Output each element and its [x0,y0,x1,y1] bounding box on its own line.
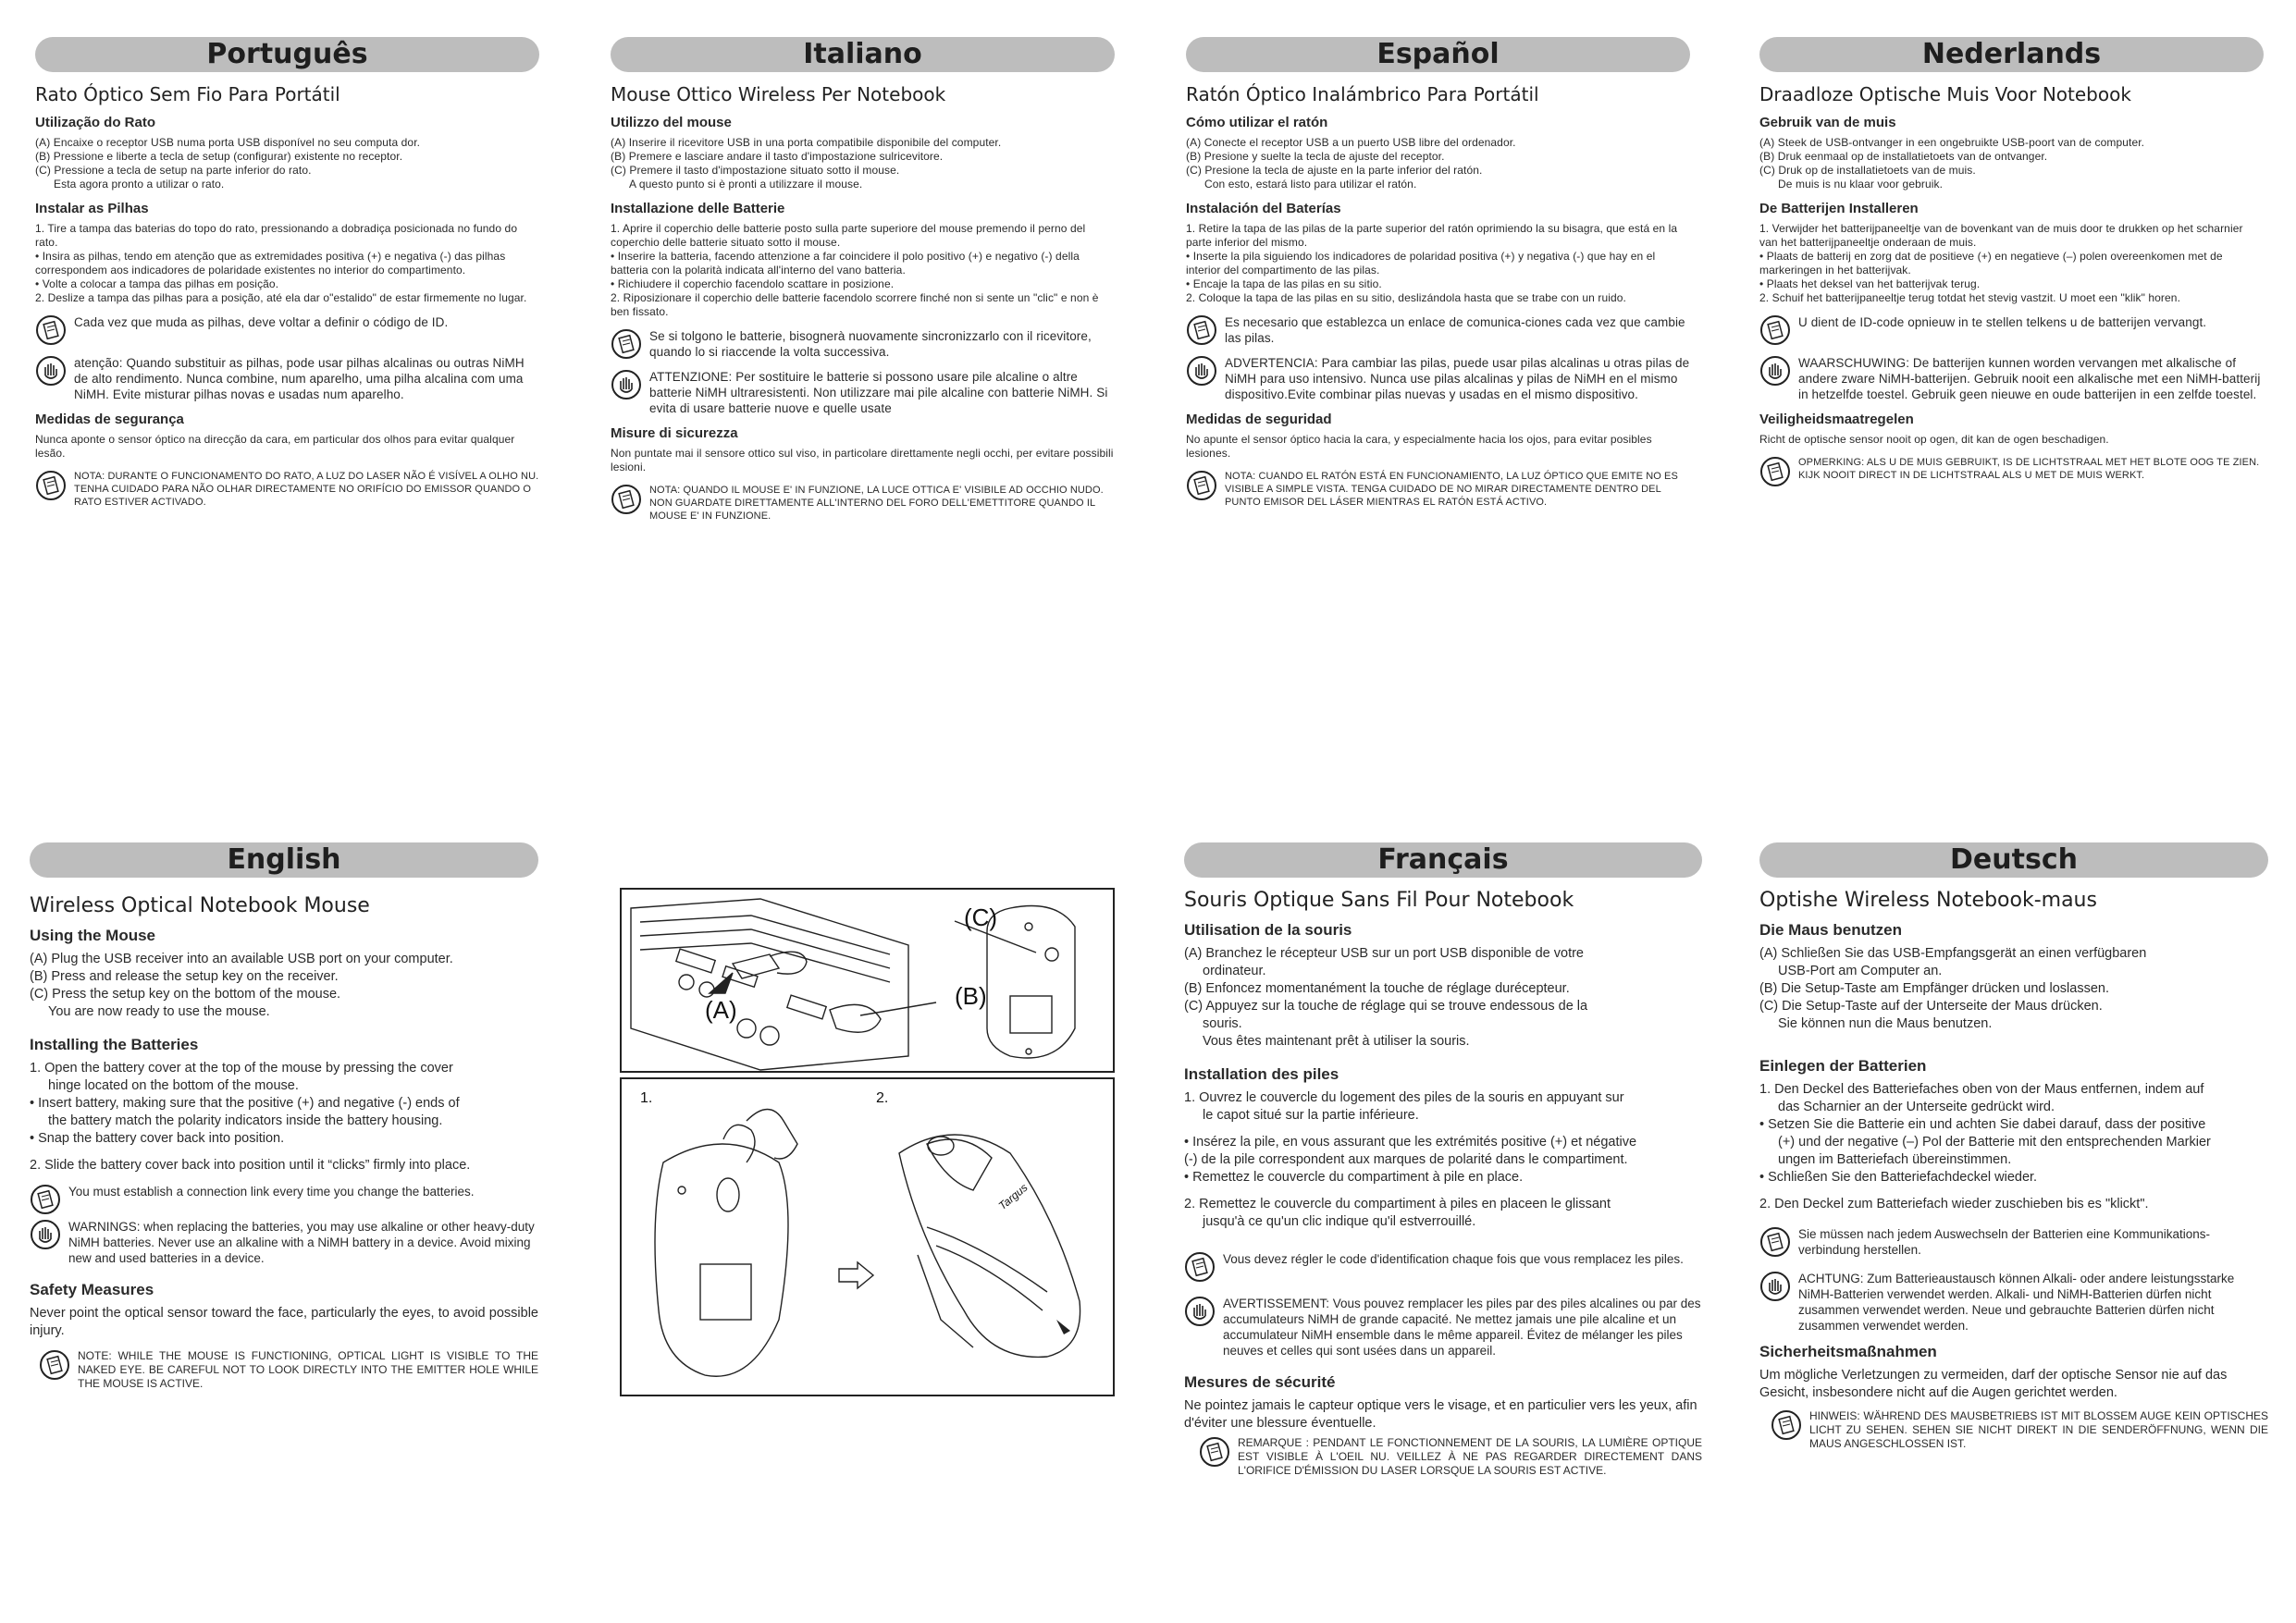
text-line: (A) Inserire il ricevitore USB in una porta compatibile disponibile del computer. [611,136,1002,149]
safety-text: Richt de optische sensor nooit op ogen, dit kan de ogen beschadigen. [1759,433,2109,446]
text-line: (C) Druk op de installatietoets van de muis. [1759,164,1976,177]
text-line: A questo punto si è pronti a utilizzare il mouse. [629,178,863,191]
note-safety-text: HINWEIS: WÄHREND DES MAUSBETRIEBS IST MIT BLOSSEM AUGE KEIN OPTISCHES LICHT ZU SEHEN. SEHEN SIE NICHT DIREKT IN DIE SENDERÖFFNUNG, WENN DIE MAUS ANGESCHLOSSEN IST. [1809,1409,2268,1450]
warning-hand-icon [611,369,642,400]
info-note-icon [35,314,67,346]
note-warning-nederlands [1759,355,2264,402]
info-note-icon [611,328,642,360]
info-note-icon [30,1184,61,1215]
laptop-receiver-illustration [622,890,1117,1075]
battery-install-illustration [622,1079,1117,1398]
text-line: (B) Druk eenmaal op de installatietoets van de ontvanger. [1759,150,2048,163]
note-warning-text: WARNINGS: when replacing the batteries, you may use alkaline or other heavy-duty NiMH batteries. Never use an alkaline with a NiMH battery in a device. Avoid mixing new and used batteries in a device. [68,1220,535,1265]
note-connection-text: Vous devez régler le code d'identification chaque fois que vous remplacez les piles. [1223,1252,1684,1266]
callout-c-label: (C) [964,904,998,931]
info-note-icon [1186,470,1217,501]
note-warning-text: atenção: Quando substituir as pilhas, pode usar pilhas alcalinas ou outras NiMH de alto rendimento. Nunca combine, num aparelho, uma pilha alcalina com uma NiMH. Evite misturar pilhas novas e usadas num aparelho. [74,356,525,401]
note-warning-text: AVERTISSEMENT: Vous pouvez remplacer les piles par des piles alcalines ou par des accumulateurs NiMH de grande capacité. Ne mettez jamais une pile alcaline et un accumulateur NiMH ensemble dans le même appareil. Évitez de mélanger les piles neuves et celles qui sont usées dans un appareil. [1223,1297,1701,1358]
step-2-label: 2. [876,1090,889,1106]
warning-hand-icon [1186,355,1217,387]
text-line: 1. Open the battery cover at the top of the mouse by pressing the cover [30,1061,453,1076]
heading-using-deutsch: Die Maus benutzen [1759,921,1902,939]
text-line: (B) Presione y suelte la tecla de ajuste del receptor. [1186,150,1445,163]
warning-hand-icon [30,1219,61,1250]
note-connection-text: You must establish a connection link every time you change the batteries. [68,1185,475,1199]
text-line: 1. Aprire il coperchio delle batterie posto sulla parte superiore del mouse premendo il perno del coperchio delle batterie situato sotto il mouse. [611,222,1086,249]
text-line: 2. Riposizionare il coperchio delle batterie facendolo scorrere finché non si sente un "clic" e non è ben fissato. [611,291,1099,318]
text-line: • Setzen Sie die Batterie ein und achten Sie dabei darauf, dass der positive [1759,1117,2206,1132]
warning-hand-icon [1759,1271,1791,1302]
note-connection-espanol [1186,314,1690,346]
text-line: 2. Remettez le couvercle du compartiment à piles en placeen le glissant [1184,1197,1611,1211]
note-warning-portugues [35,355,539,402]
text-line: • Insert battery, making sure that the positive (+) and negative (-) ends of [30,1096,460,1111]
text-line: 2. Deslize a tampa das pilhas para a posição, até ela dar o"estalido" de estar firmemente no lugar. [35,291,527,304]
text-line: (-) de la pile correspondent aux marques de polarité dans le compartiment. [1184,1152,1628,1167]
safety-text: Ne pointez jamais le capteur optique vers le visage, et en particulier vers les yeux, afin d'éviter une blessure éventuelle. [1184,1398,1697,1431]
text-line: • Insira as pilhas, tendo em atenção que as extremidades positiva (+) e negativa (-) das pilhas correspondem aos indicadores de polaridade existentes no interior do compartimento. [35,250,506,277]
note-connection-text: Sie müssen nach jedem Auswechseln der Batterien eine Kommunikations-verbindung herstellen. [1798,1227,2210,1257]
text-line: • Richiudere il coperchio facendolo scattare in posizione. [611,277,895,290]
note-connection-text: Es necesario que establezca un enlace de comunica-ciones cada vez que cambie las pilas. [1225,315,1685,345]
safety-text: No apunte el sensor óptico hacia la cara, y especialmente hacia los ojos, para evitar posibles lesiones. [1186,433,1652,460]
panel-italiano [611,37,1115,523]
info-note-icon [1759,456,1791,487]
note-connection-deutsch [1759,1226,2268,1258]
text-line: • Plaats het deksel van het batterijvak terug. [1759,277,1981,290]
note-warning-text: ACHTUNG: Zum Batterieaustausch können Alkali- oder andere leistungsstarke NiMH-Batterien verwendet werden. Alkali- und NiMH-Batterien dürfen nicht zusammen verwendet werden. Neue und gebrauchte Batterien dürfen nicht zusammen verwendet werden. [1798,1272,2235,1333]
title-english: Wireless Optical Notebook Mouse [30,894,370,917]
title-portugues: Rato Óptico Sem Fio Para Portátil [35,83,340,105]
heading-using-francais: Utilisation de la souris [1184,921,1352,939]
text-line: De muis is nu klaar voor gebruik. [1778,178,1944,191]
panel-espanol [1186,37,1690,509]
info-note-icon [1759,314,1791,346]
text-line: 1. Tire a tampa das baterias do topo do rato, pressionando a dobradiça posicionada no fundo do rato. [35,222,518,249]
text-line: Esta agora pronto a utilizar o rato. [54,178,225,191]
note-warning-text: ATTENZIONE: Per sostituire le batterie si possono usare pile alcaline o altre batterie NiMH ultraresistenti. Non utilizzare mai pile alcaline con batterie NiMH. Si evita di usare batterie nuove e quelle usate [649,370,1108,415]
text-line: the battery match the polarity indicators inside the battery housing. [48,1113,443,1128]
note-safety-text: REMARQUE : PENDANT LE FONCTIONNEMENT DE LA SOURIS, LA LUMIÈRE OPTIQUE EST VISIBLE À L'OEIL NU. VEILLEZ À NE PAS REGARDER DIRECTEMENT DANS L'ORIFICE D'ÉMISSION DU LASER LORSQUE LA SOURIS EST ACTIVE. [1238,1436,1702,1477]
banner-english: English [30,842,538,878]
note-safety-english [30,1349,538,1391]
text-line: Con esto, estará listo para utilizar el ratón. [1204,178,1417,191]
note-warning-deutsch [1759,1271,2268,1334]
note-connection-francais [1184,1251,1702,1283]
text-line: (A) Steek de USB-ontvanger in een ongebruikte USB-poort van de computer. [1759,136,2145,149]
note-connection-italiano [611,328,1115,360]
text-line: 1. Retire la tapa de las pilas de la parte superior del ratón oprimiendo la su bisagra, que está en la parte inferior del mismo. [1186,222,1678,249]
banner-francais: Français [1184,842,1702,878]
note-safety-text: NOTA: DURANTE O FUNCIONAMENTO DO RATO, A LUZ DO LASER NÃO É VISÍVEL A OLHO NU. TENHA CUIDADO PARA NÃO OLHAR DIRECTAMENTE NO ORIFÍCIO DO EMISSOR QUANDO O RATO ESTIVER ACTIVADO. [74,471,539,508]
safety-text: Never point the optical sensor toward the face, particularly the eyes, to avoid possible injury. [30,1306,538,1338]
warning-hand-icon [1184,1296,1216,1327]
text-line: • Snap the battery cover back into position. [30,1131,285,1146]
text-line: (A) Conecte el receptor USB a un puerto USB libre del ordenador. [1186,136,1516,149]
info-note-icon [1186,314,1217,346]
text-line: hinge located on the bottom of the mouse. [48,1078,299,1093]
text-line: (C) Premere il tasto d'impostazione situato sotto il mouse. [611,164,900,177]
heading-safety-deutsch: Sicherheitsmaßnahmen [1759,1343,1937,1360]
note-warning-francais [1184,1296,1702,1359]
heading-batteries-portugues: Instalar as Pilhas [35,201,149,216]
text-line: (B) Premere e lasciare andare il tasto d'impostazione sulricevitore. [611,150,944,163]
text-line: (C) Appuyez sur la touche de réglage qui se trouve endessous de la [1184,999,1588,1014]
text-line: • Plaats de batterij en zorg dat de positieve (+) en negatieve (–) polen overeenkomen met de markeringen in het batterijvak. [1759,250,2223,277]
callout-b-label: (B) [955,982,987,1010]
note-safety-text: NOTA: CUANDO EL RATÓN ESTÁ EN FUNCIONAMIENTO, LA LUZ ÓPTICO QUE EMITE NO ES VISIBLE A SIMPLE VISTA. TENGA CUIDADO DE NO MIRAR DIRECTAMENTE DENTRO DEL PUNTO EMISOR DEL LÁSER MIENTRAS EL RATÓN ESTÁ ACTIVO. [1225,471,1678,508]
brand-logo: Targus [995,1180,1031,1213]
text-line: (A) Encaixe o receptor USB numa porta USB disponível no seu computa dor. [35,136,421,149]
info-note-icon [1184,1251,1216,1283]
text-line: jusqu'à ce qu'un clic indique qu'il estverrouillé. [1203,1214,1476,1229]
text-line: • Remettez le couvercle du compartiment à pile en place. [1184,1170,1524,1185]
info-note-icon [39,1349,70,1381]
text-line: (B) Press and release the setup key on the receiver. [30,969,339,984]
heading-using-espanol: Cómo utilizar el ratón [1186,115,1328,130]
heading-safety-english: Safety Measures [30,1281,154,1298]
title-italiano: Mouse Ottico Wireless Per Notebook [611,83,946,105]
figure-battery-illustration [620,1077,1115,1396]
panel-portugues [35,37,539,509]
heading-using-portugues: Utilização do Rato [35,115,156,130]
text-line: das Scharnier an der Unterseite gedrückt wird. [1778,1100,2055,1114]
panel-deutsch [1759,842,2268,1451]
text-line: (C) Die Setup-Taste auf der Unterseite der Maus drücken. [1759,999,2103,1014]
note-connection-nederlands [1759,314,2264,346]
heading-safety-francais: Mesures de sécurité [1184,1373,1336,1391]
info-note-icon [611,484,642,515]
note-safety-text: NOTE: WHILE THE MOUSE IS FUNCTIONING, OPTICAL LIGHT IS VISIBLE TO THE NAKED EYE. BE CAREFUL NOT TO LOOK DIRECTLY INTO THE EMITTER HOLE WHILE THE MOUSE IS ACTIVE. [78,1349,538,1390]
heading-batteries-espanol: Instalación del Baterías [1186,201,1341,216]
banner-portugues: Português [35,37,539,72]
safety-text: Non puntate mai il sensore ottico sul viso, in particolare direttamente negli occhi, per evitare possibili lesioni. [611,447,1114,473]
text-line: (A) Plug the USB receiver into an available USB port on your computer. [30,952,453,966]
text-line: 2. Slide the battery cover back into position until it “clicks” firmly into place. [30,1158,471,1173]
text-line: • Inserte la pila siguiendo los indicadores de polaridad positiva (+) y negativa (-) que hay en el interior del compartimento de las pilas. [1186,250,1656,277]
banner-espanol: Español [1186,37,1690,72]
note-safety-text: NOTA: QUANDO IL MOUSE E' IN FUNZIONE, LA LUCE OTTICA E' VISIBILE AD OCCHIO NUDO. NON GUARDATE DIRETTAMENTE ALL'INTERNO DEL FORO DELL'EMETTITORE QUANDO IL MOUSE E' IN FUNZIONE. [649,485,1104,522]
text-line: (B) Enfoncez momentanément la touche de réglage durécepteur. [1184,981,1570,996]
title-espanol: Ratón Óptico Inalámbrico Para Portátil [1186,83,1539,105]
text-line: Vous êtes maintenant prêt à utiliser la souris. [1203,1034,1470,1049]
title-francais: Souris Optique Sans Fil Pour Notebook [1184,889,1574,912]
heading-batteries-nederlands: De Batterijen Installeren [1759,201,1919,216]
note-safety-nederlands [1759,456,2264,487]
text-line: USB-Port am Computer an. [1778,964,1943,978]
banner-nederlands: Nederlands [1759,37,2264,72]
safety-text: Um mögliche Verletzungen zu vermeiden, darf der optische Sensor nie auf das Gesicht, insbesondere nicht auf die Augen gerichtet werden. [1759,1368,2228,1400]
callout-a-label: (A) [705,996,737,1024]
heading-using-nederlands: Gebruik van de muis [1759,115,1896,130]
note-safety-text: OPMERKING: ALS U DE MUIS GEBRUIKT, IS DE LICHTSTRAAL MET HET BLOTE OOG TE ZIEN. KIJK NOOIT DIRECT IN DE LICHTSTRAAL ALS U MET DE MUIS WERKT. [1798,457,2260,481]
title-deutsch: Optishe Wireless Notebook-maus [1759,889,2097,912]
note-connection-english [30,1184,538,1215]
banner-deutsch: Deutsch [1759,842,2268,878]
text-line: 1. Den Deckel des Batteriefaches oben von der Maus entfernen, indem auf [1759,1082,2204,1097]
note-warning-text: WAARSCHUWING: De batterijen kunnen worden vervangen met alkalische of andere zware NiMH-batterijen. Gebruik nooit een alkalische met een NiMH-batterij in hetzelfde toestel. Gebruik geen nieuwe en oude batterijen in een zelfde toestel. [1798,356,2261,401]
heading-batteries-italiano: Installazione delle Batterie [611,201,785,216]
text-line: • Insérez la pile, en vous assurant que les extrémités positive (+) et négative [1184,1135,1637,1150]
text-line: 2. Coloque la tapa de las pilas en su sitio, deslizándola hasta que se trabe con un ruido. [1186,291,1626,304]
note-connection-text: Cada vez que muda as pilhas, deve voltar a definir o código de ID. [74,315,449,329]
note-warning-text: ADVERTENCIA: Para cambiar las pilas, puede usar pilas alcalinas u otras pilas de NiMH para uso intensivo. Nunca use pilas alcalinas y pilas de NiMH en el mismo dispositivo.Evite combinar pilas nuevas y usadas en el mismo dispositivo. [1225,356,1690,401]
text-line: ungen im Batteriefach übereinstimmen. [1778,1152,2012,1167]
text-line: • Schließen Sie den Batteriefachdeckel wieder. [1759,1170,2038,1185]
figure-setup-illustration [620,888,1115,1073]
panel-english [30,842,538,1391]
text-line: (C) Presione la tecla de ajuste en la parte inferior del ratón. [1186,164,1483,177]
heading-safety-espanol: Medidas de seguridad [1186,412,1332,427]
panel-francais [1184,842,1702,1478]
text-line: (B) Die Setup-Taste am Empfänger drücken und loslassen. [1759,981,2109,996]
heading-safety-nederlands: Veiligheidsmaatregelen [1759,412,1914,427]
step-1-label: 1. [640,1090,653,1106]
note-safety-deutsch [1759,1409,2268,1451]
heading-batteries-francais: Installation des piles [1184,1065,1339,1083]
text-line: 2. Den Deckel zum Batteriefach wieder zuschieben bis es "klickt". [1759,1197,2149,1211]
note-safety-portugues [35,470,539,509]
heading-batteries-deutsch: Einlegen der Batterien [1759,1057,1927,1075]
text-line: Sie können nun die Maus benutzen. [1778,1016,1993,1031]
text-line: le capot situé sur la partie inférieure. [1203,1108,1419,1123]
heading-using-italiano: Utilizzo del mouse [611,115,732,130]
text-line: (+) und der negative (–) Pol der Batterie mit den entsprechenden Markier [1778,1135,2211,1150]
note-safety-francais [1184,1436,1702,1478]
text-line: (A) Branchez le récepteur USB sur un port USB disponible de votre [1184,946,1584,961]
text-line: You are now ready to use the mouse. [48,1004,270,1019]
heading-safety-italiano: Misure di sicurezza [611,425,738,441]
text-line: 1. Ouvrez le couvercle du logement des piles de la souris en appuyant sur [1184,1090,1624,1105]
warning-hand-icon [1759,355,1791,387]
info-note-icon [1771,1409,1802,1441]
text-line: souris. [1203,1016,1242,1031]
heading-safety-portugues: Medidas de segurança [35,412,184,427]
panel-nederlands [1759,37,2264,487]
text-line: (C) Pressione a tecla de setup na parte inferior do rato. [35,164,312,177]
note-warning-espanol [1186,355,1690,402]
text-line: • Encaje la tapa de las pilas en su sitio. [1186,277,1382,290]
warning-hand-icon [35,355,67,387]
note-connection-text: Se si tolgono le batterie, bisognerà nuovamente sincronizzarlo con il ricevitore, quando lo si riaccende la volta successiva. [649,329,1092,359]
text-line: • Inserire la batteria, facendo attenzione a far coincidere il polo positivo (+) e negativo (-) della batteria con la polarità indicata all'interno del vano batteria. [611,250,1080,277]
banner-italiano: Italiano [611,37,1115,72]
note-safety-italiano [611,484,1115,523]
safety-text: Nunca aponte o sensor óptico na direcção da cara, em particular dos olhos para evitar qualquer lesão. [35,433,515,460]
heading-using-english: Using the Mouse [30,927,156,944]
text-line: ordinateur. [1203,964,1266,978]
text-line: 1. Verwijder het batterijpaneeltje van de bovenkant van de muis door te drukken op het scharnier van het batterijpaneeltje onderaan de muis. [1759,222,2243,249]
text-line: • Volte a colocar a tampa das pilhas em posição. [35,277,279,290]
note-safety-espanol [1186,470,1690,509]
text-line: (C) Press the setup key on the bottom of the mouse. [30,987,341,1002]
note-connection-text: U dient de ID-code opnieuw in te stellen telkens u de batterijen vervangt. [1798,315,2207,329]
info-note-icon [1759,1226,1791,1258]
text-line: (B) Pressione e liberte a tecla de setup (configurar) existente no receptor. [35,150,403,163]
note-warning-english [30,1219,538,1266]
heading-batteries-english: Installing the Batteries [30,1036,199,1053]
info-note-icon [1199,1436,1230,1468]
text-line: (A) Schließen Sie das USB-Empfangsgerät an einen verfügbaren [1759,946,2147,961]
note-warning-italiano [611,369,1115,416]
text-line: 2. Schuif het batterijpaneeltje terug totdat het stevig vastzit. U moet een "klik" horen. [1759,291,2180,304]
title-nederlands: Draadloze Optische Muis Voor Notebook [1759,83,2131,105]
info-note-icon [35,470,67,501]
note-connection-portugues [35,314,539,346]
